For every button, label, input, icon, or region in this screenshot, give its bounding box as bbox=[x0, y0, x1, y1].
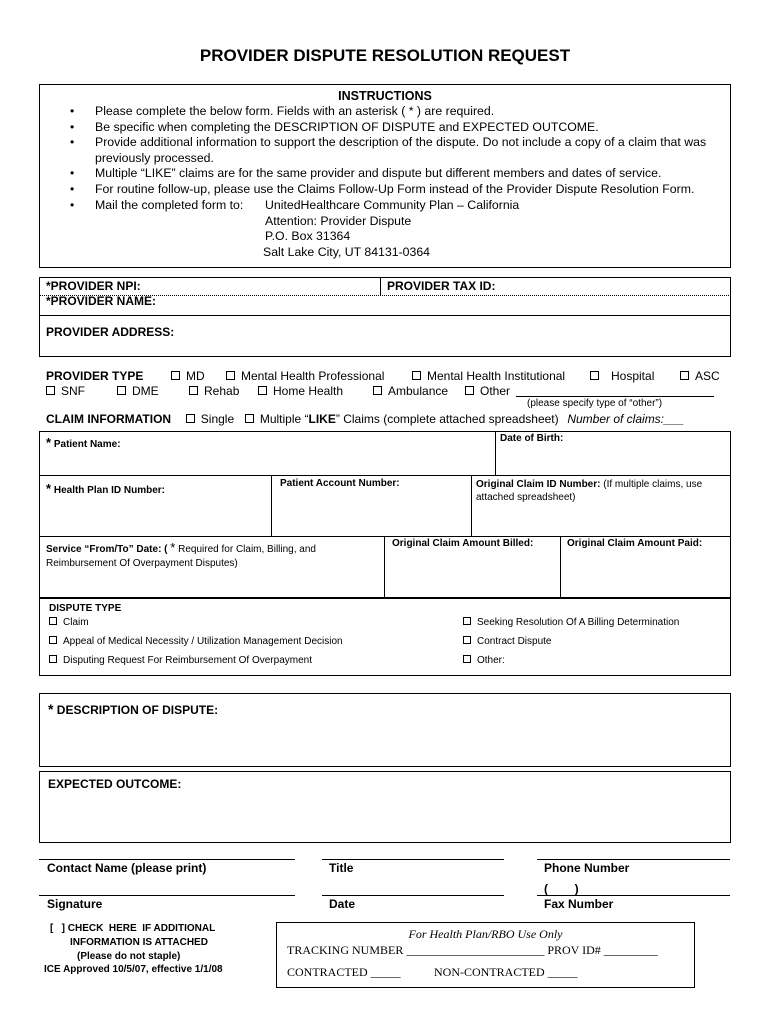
provider-tax-id-field[interactable]: PROVIDER TAX ID: bbox=[387, 279, 496, 293]
original-amount-billed-field[interactable]: Original Claim Amount Billed: bbox=[392, 538, 534, 549]
claim-single-checkbox[interactable] bbox=[186, 414, 195, 423]
check-line: INFORMATION IS ATTACHED bbox=[70, 937, 208, 948]
divider bbox=[39, 315, 731, 316]
claim-info-label: CLAIM INFORMATION bbox=[46, 412, 172, 426]
checkbox[interactable] bbox=[226, 371, 235, 380]
mail-label: Mail the completed form to: bbox=[95, 197, 244, 212]
divider bbox=[384, 536, 385, 598]
claim-multiple-suffix: ” Claims (complete attached spreadsheet) bbox=[335, 412, 559, 426]
divider bbox=[471, 475, 472, 536]
title-label: Title bbox=[329, 861, 354, 875]
checkbox[interactable] bbox=[49, 655, 57, 663]
checkbox[interactable] bbox=[465, 386, 474, 395]
other-specify-line[interactable] bbox=[516, 396, 714, 397]
provider-info-box bbox=[39, 277, 731, 357]
provider-type-md[interactable]: MD bbox=[171, 369, 205, 383]
provider-type-mental-health-institutional[interactable]: Mental Health Institutional bbox=[412, 369, 565, 383]
signature-line[interactable] bbox=[39, 895, 295, 896]
provider-type-mental-health-professional[interactable]: Mental Health Professional bbox=[226, 369, 384, 383]
claim-single-label: Single bbox=[200, 412, 235, 426]
provider-type-asc[interactable]: ASC bbox=[680, 369, 720, 383]
dispute-overpayment[interactable]: Disputing Request For Reimbursement Of Overpayment bbox=[49, 655, 312, 666]
date-label: Date bbox=[329, 897, 356, 911]
contracted-field[interactable]: CONTRACTED _____ bbox=[287, 965, 401, 979]
instruction-item: • Provide additional information to support the description of the dispute. Do not include a copy of a claim that was previously processed. bbox=[40, 135, 720, 166]
fax-line[interactable] bbox=[537, 895, 730, 896]
provider-type-hospital[interactable]: Hospital bbox=[590, 369, 654, 383]
checkbox[interactable] bbox=[49, 617, 57, 625]
checkbox[interactable] bbox=[463, 655, 471, 663]
divider bbox=[39, 475, 731, 476]
expected-outcome-label: EXPECTED OUTCOME: bbox=[48, 777, 182, 791]
ice-approval: ICE Approved 10/5/07, effective 1/1/08 bbox=[44, 964, 223, 975]
provider-npi-field[interactable]: *PROVIDER NPI: bbox=[46, 279, 141, 293]
additional-info-checkbox[interactable] bbox=[50, 922, 215, 964]
title-line[interactable] bbox=[322, 859, 504, 860]
checkbox[interactable] bbox=[680, 371, 689, 380]
checkbox[interactable] bbox=[117, 386, 126, 395]
claim-info-row bbox=[46, 412, 684, 426]
dispute-type-label: DISPUTE TYPE bbox=[49, 603, 122, 614]
contact-name-line[interactable] bbox=[39, 859, 295, 860]
provider-type-other[interactable]: Other bbox=[465, 384, 510, 398]
provider-type-dme[interactable]: DME bbox=[117, 384, 159, 398]
provider-name-field[interactable]: *PROVIDER NAME: bbox=[46, 294, 157, 308]
instruction-item: • Be specific when completing the DESCRIPTION OF DISPUTE and EXPECTED OUTCOME. bbox=[40, 120, 720, 136]
divider bbox=[495, 431, 496, 475]
divider bbox=[380, 277, 381, 295]
checkbox[interactable] bbox=[590, 371, 599, 380]
dispute-appeal[interactable]: Appeal of Medical Necessity / Utilization Management Decision bbox=[49, 636, 343, 647]
checkbox[interactable] bbox=[463, 636, 471, 644]
address-line: Salt Lake City, UT 84131-0364 bbox=[263, 244, 431, 259]
phone-label: Phone Number bbox=[544, 861, 630, 875]
instruction-item: • Multiple “LIKE” claims are for the same provider and dispute but different members and dates of service. bbox=[40, 166, 720, 182]
address-line: UnitedHealthcare Community Plan – California bbox=[265, 198, 520, 212]
divider bbox=[39, 536, 731, 537]
patient-name-field[interactable]: * Patient Name: bbox=[46, 435, 121, 450]
tracking-number-field[interactable]: TRACKING NUMBER _______________________ PROV ID# _________ bbox=[287, 943, 658, 957]
mailing-address bbox=[263, 198, 519, 260]
instructions-list bbox=[40, 104, 720, 213]
provider-type-snf[interactable]: SNF bbox=[46, 384, 85, 398]
check-line: [ ] CHECK HERE IF ADDITIONAL bbox=[50, 923, 216, 934]
checkbox[interactable] bbox=[49, 636, 57, 644]
provider-type-ambulance[interactable]: Ambulance bbox=[373, 384, 448, 398]
dispute-claim[interactable]: Claim bbox=[49, 617, 89, 628]
address-line: P.O. Box 31364 bbox=[265, 229, 351, 244]
health-plan-id-field[interactable]: * Health Plan ID Number: bbox=[46, 481, 165, 496]
checkbox[interactable] bbox=[412, 371, 421, 380]
other-note: (please specify type of “other”) bbox=[527, 398, 663, 409]
description-label: * DESCRIPTION OF DISPUTE: bbox=[48, 701, 219, 717]
checkbox[interactable] bbox=[171, 371, 180, 380]
claim-multiple-prefix: Multiple “ bbox=[259, 412, 309, 426]
signature-label: Signature bbox=[47, 897, 103, 911]
checkbox[interactable] bbox=[258, 386, 267, 395]
claim-fields-box bbox=[39, 431, 731, 598]
claim-multiple-checkbox[interactable] bbox=[245, 414, 254, 423]
provider-type-rehab[interactable]: Rehab bbox=[189, 384, 239, 398]
form-title: PROVIDER DISPUTE RESOLUTION REQUEST bbox=[199, 46, 571, 65]
address-line: Attention: Provider Dispute bbox=[265, 213, 412, 228]
dispute-other[interactable]: Other: bbox=[463, 655, 505, 666]
service-date-field[interactable]: Service “From/To” Date: ( * Required for Claim, Billing, and Reimbursement Of Overpayment Disputes) bbox=[46, 540, 316, 569]
provider-type-home-health[interactable]: Home Health bbox=[258, 384, 343, 398]
divider bbox=[560, 536, 561, 598]
date-line[interactable] bbox=[322, 895, 504, 896]
contact-name-label: Contact Name (please print) bbox=[47, 861, 207, 875]
phone-parens: ( ) bbox=[544, 882, 579, 896]
phone-line[interactable] bbox=[537, 859, 730, 860]
check-line: (Please do not staple) bbox=[77, 951, 181, 962]
patient-account-field[interactable]: Patient Account Number: bbox=[280, 478, 400, 489]
checkbox[interactable] bbox=[373, 386, 382, 395]
original-amount-paid-field[interactable]: Original Claim Amount Paid: bbox=[567, 538, 703, 549]
claim-multiple-like: LIKE bbox=[308, 412, 336, 426]
health-plan-use-label: For Health Plan/RBO Use Only bbox=[408, 927, 563, 941]
dob-field[interactable]: Date of Birth: bbox=[500, 433, 564, 444]
provider-address-field[interactable]: PROVIDER ADDRESS: bbox=[46, 325, 175, 339]
dispute-billing-determination[interactable]: Seeking Resolution Of A Billing Determination bbox=[463, 617, 679, 628]
instructions-heading: INSTRUCTIONS bbox=[338, 89, 432, 103]
checkbox[interactable] bbox=[46, 386, 55, 395]
non-contracted-field[interactable]: NON-CONTRACTED _____ bbox=[434, 965, 578, 979]
dispute-contract[interactable]: Contract Dispute bbox=[463, 636, 551, 647]
checkbox[interactable] bbox=[463, 617, 471, 625]
divider bbox=[271, 475, 272, 536]
instruction-item: • Please complete the below form. Fields with an asterisk ( * ) are required. bbox=[40, 104, 720, 120]
checkbox[interactable] bbox=[189, 386, 198, 395]
fax-label: Fax Number bbox=[544, 897, 614, 911]
original-claim-id-field[interactable]: Original Claim ID Number: (If multiple claims, use attached spreadsheet) bbox=[476, 479, 703, 503]
instruction-item: • For routine follow-up, please use the Claims Follow-Up Form instead of the Provider Dispute Resolution Form. bbox=[40, 182, 720, 198]
number-of-claims-field[interactable]: Number of claims:___ bbox=[567, 412, 685, 426]
provider-type-label: PROVIDER TYPE bbox=[46, 369, 144, 383]
